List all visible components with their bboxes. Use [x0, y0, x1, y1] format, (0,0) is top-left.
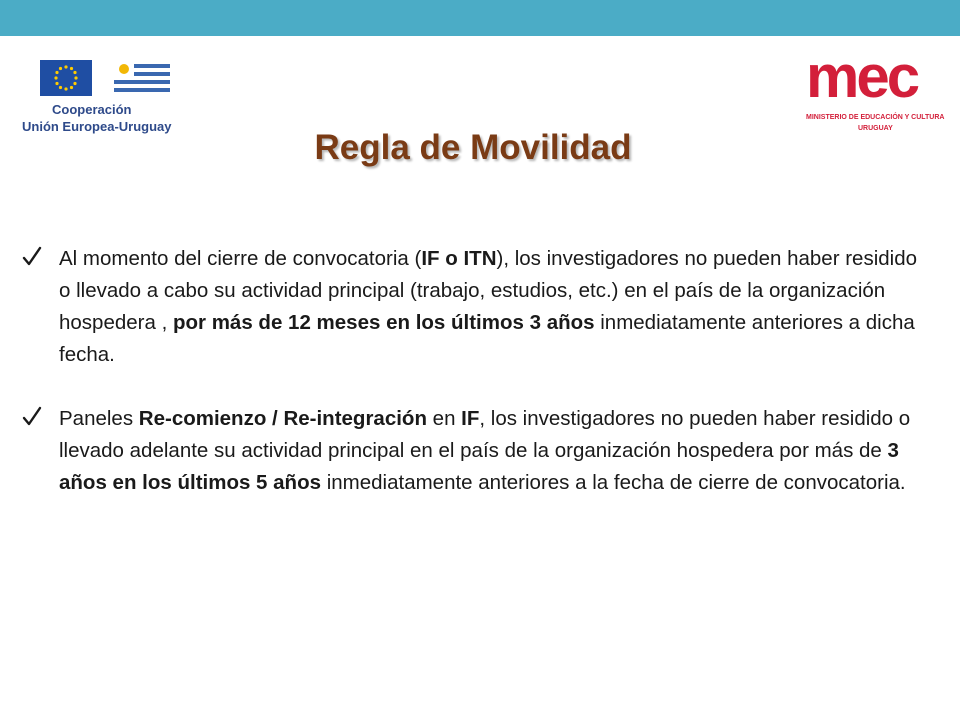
- bullet-2-segment: Paneles: [59, 407, 139, 430]
- bullet-2-segment: inmediatamente anteriores a la fecha de cierre de convocatoria.: [321, 471, 906, 494]
- bullet-1-segment: Al momento del cierre de convocatoria (: [59, 247, 422, 270]
- bullet-1-bold-segment: IF o ITN: [421, 247, 497, 270]
- cooperacion-ue-uruguay-logo: [22, 56, 172, 136]
- top-accent-bar: [0, 0, 960, 36]
- bullet-1-segment: ), los investigadores no pueden haber residido o llevado a cabo su actividad principal (trabajo, estudios, etc.) en el país de la organización hospedera ,: [59, 247, 918, 334]
- logo-left-subtitle: Unión Europea-Uruguay: [22, 119, 172, 134]
- bullet-item-2: [22, 403, 927, 499]
- check-icon: [22, 405, 42, 429]
- bullet-2-bold-segment: Re-comienzo / Re-integración: [138, 407, 427, 430]
- bullet-1-segment: inmediatamente anteriores a dicha fecha.: [59, 311, 915, 366]
- uruguay-flag-icon: [114, 60, 170, 96]
- eu-flag-icon: [40, 60, 92, 96]
- bullet-2-segment: en: [426, 407, 462, 430]
- bullet-list: [22, 243, 927, 531]
- bullet-1-bold-segment: por más de 12 meses en los últimos 3 años: [172, 311, 595, 334]
- bullet-text-2: [59, 407, 910, 494]
- mec-ministry-line: MINISTERIO DE EDUCACIÓN Y CULTURA: [806, 114, 945, 121]
- bullet-2-segment: , los investigadores no pueden haber residido o llevado adelante su actividad principal en el país de la organización hospedera por más de: [59, 407, 911, 462]
- mec-country-line: URUGUAY: [858, 125, 893, 132]
- slide-title: Regla de Movilidad: [314, 128, 632, 167]
- bullet-item-1: [22, 243, 927, 371]
- logo-left-title: Cooperación: [52, 102, 132, 117]
- bullet-text-1: [59, 247, 917, 366]
- bullet-2-bold-segment: 3 años en los últimos 5 años: [59, 439, 899, 494]
- check-icon: [22, 245, 42, 269]
- mec-wordmark: mec: [806, 43, 918, 110]
- bullet-2-bold-segment: IF: [461, 407, 480, 430]
